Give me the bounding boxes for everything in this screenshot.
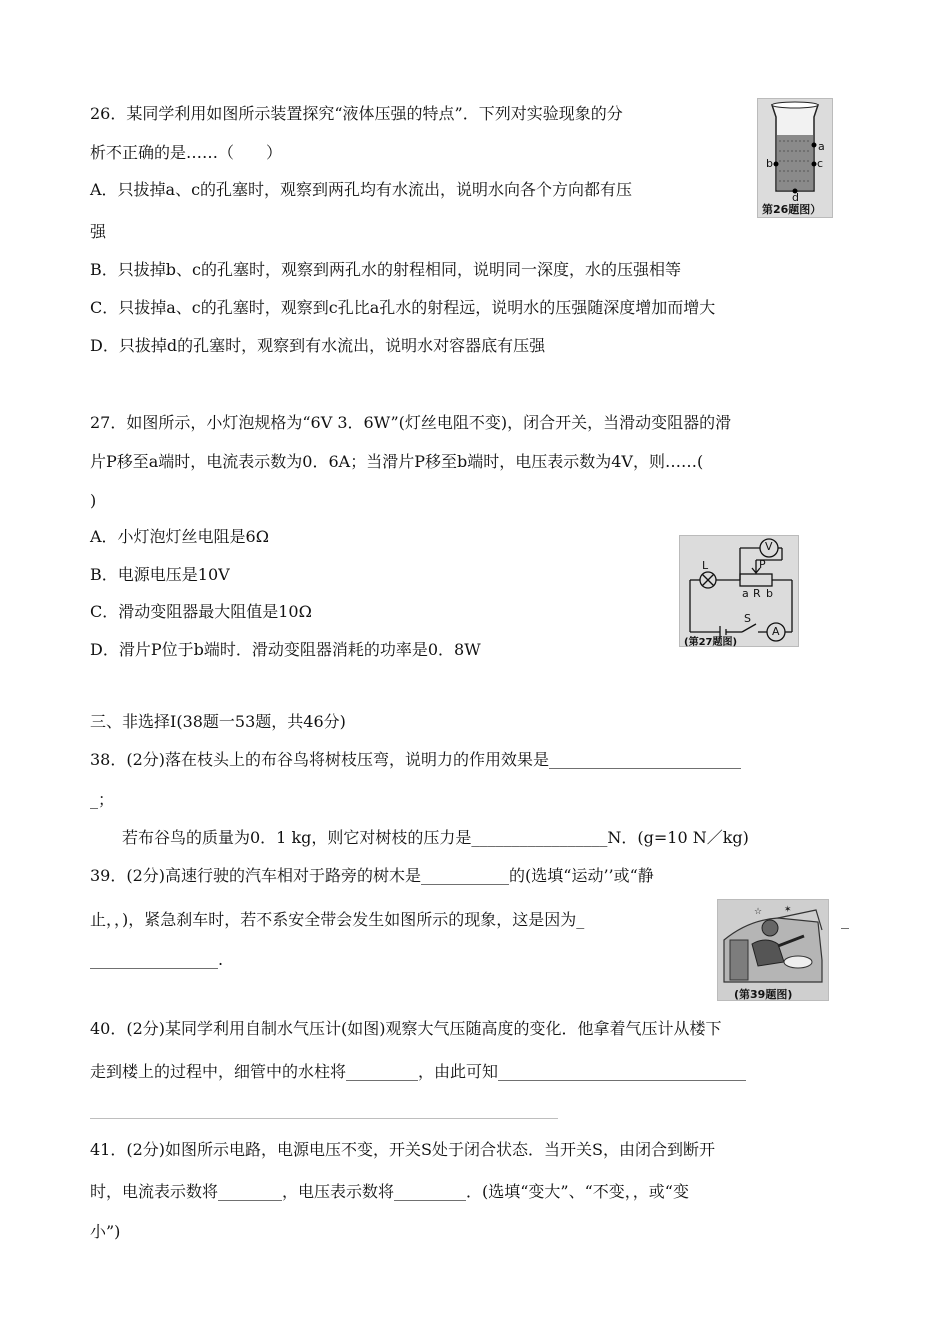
q26-option-a-cont: 强 — [90, 222, 107, 241]
q26-option-a: A．只拔掉a、c的孔塞时，观察到两孔均有水流出，说明水向各个方向都有压 — [90, 180, 633, 199]
car-passenger-illustration — [718, 900, 828, 1000]
label-L: L — [702, 559, 709, 572]
q27-option-a: A．小灯泡灯丝电阻是6Ω — [90, 527, 270, 546]
label-b: b — [766, 587, 773, 600]
q40-line1: 40．(2分)某同学利用自制水气压计(如图)观察大气压随高度的变化．他拿着气压计从楼下 — [90, 1019, 722, 1038]
q41-line2: 时，电流表示数将________，电压表示数将_________．(选填“变大”、“不变，，或“变 — [90, 1182, 689, 1201]
q27-figure-caption: (第27题图) — [684, 637, 738, 648]
q38-line2: _； — [90, 790, 115, 809]
q27-figure — [679, 535, 799, 647]
q39-line3: ________________. — [90, 950, 224, 969]
label-d: d — [792, 191, 799, 204]
label-a: a — [818, 140, 825, 153]
q27-option-d: D．滑片P位于b端时．滑动变阻器消耗的功率是0．8W — [90, 640, 481, 659]
q39-line1: 39．(2分)高速行驶的汽车相对于路旁的树木是___________的(选填“运动’’或“静 — [90, 866, 654, 885]
q27-stem-line3: ) — [90, 491, 97, 510]
q26-figure — [757, 98, 833, 218]
q26-option-d: D．只拔掉d的孔塞时，观察到有水流出，说明水对容器底有压强 — [90, 336, 546, 355]
q27-stem-line1: 27．如图所示，小灯泡规格为“6V 3．6W”(灯丝电阻不变)，闭合开关，当滑动变阻器的滑 — [90, 413, 732, 432]
label-a: a — [742, 587, 749, 600]
q26-option-c: C．只拔掉a、c的孔塞时，观察到c孔比a孔水的射程远，说明水的压强随深度增加而增大 — [90, 298, 716, 317]
label-R: R — [753, 587, 761, 600]
q38-line3: 若布谷鸟的质量为0．1 kg，则它对树枝的压力是_________________N．(g=10 N／kg) — [122, 828, 749, 847]
svg-text:✶: ✶ — [784, 905, 792, 915]
q27-option-b: B．电源电压是10V — [90, 565, 230, 584]
q39-line2-tail: _ — [841, 910, 849, 929]
q27-stem-line2: 片P移至a端时，电流表示数为0．6A；当滑片P移至b端时，电压表示数为4V，则……( — [90, 452, 704, 471]
section-title: 三、非选择Ⅰ(38题一53题，共46分) — [90, 712, 346, 731]
q40-answer-line: ______________________________________________________________________________ — [90, 1105, 558, 1119]
label-S: S — [744, 612, 751, 625]
q41-line1: 41．(2分)如图所示电路，电源电压不变，开关S处于闭合状态．当开关S，由闭合到断开 — [90, 1140, 715, 1159]
q27-option-c: C．滑动变阻器最大阻值是10Ω — [90, 602, 312, 621]
q39-line2: 止，，)，紧急刹车时，若不系安全带会发生如图所示的现象，这是因为_ — [90, 910, 585, 929]
label-A: A — [772, 625, 780, 638]
q26-figure-caption: 第26题图） — [762, 203, 822, 216]
svg-text:☆: ☆ — [754, 907, 763, 917]
q39-figure-caption: (第39题图) — [734, 988, 793, 1001]
q40-line2: 走到楼上的过程中，细管中的水柱将_________，由此可知_______________________________ — [90, 1062, 747, 1081]
label-c: c — [817, 157, 824, 170]
q26-stem-line2: 析不正确的是……（ ） — [90, 143, 283, 162]
label-V: V — [765, 540, 773, 553]
q26-option-b: B．只拔掉b、c的孔塞时，观察到两孔水的射程相同，说明同一深度，水的压强相等 — [90, 260, 681, 279]
q41-line3: 小”) — [90, 1222, 121, 1241]
label-b: b — [766, 157, 773, 170]
q38-line1: 38．(2分)落在枝头上的布谷鸟将树枝压弯，说明力的作用效果是________________________ — [90, 750, 742, 769]
label-P: P — [759, 558, 766, 571]
q26-stem-line1: 26．某同学利用如图所示装置探究“液体压强的特点”．下列对实验现象的分 — [90, 104, 623, 123]
circuit-diagram — [680, 536, 798, 646]
q39-figure — [717, 899, 829, 1001]
